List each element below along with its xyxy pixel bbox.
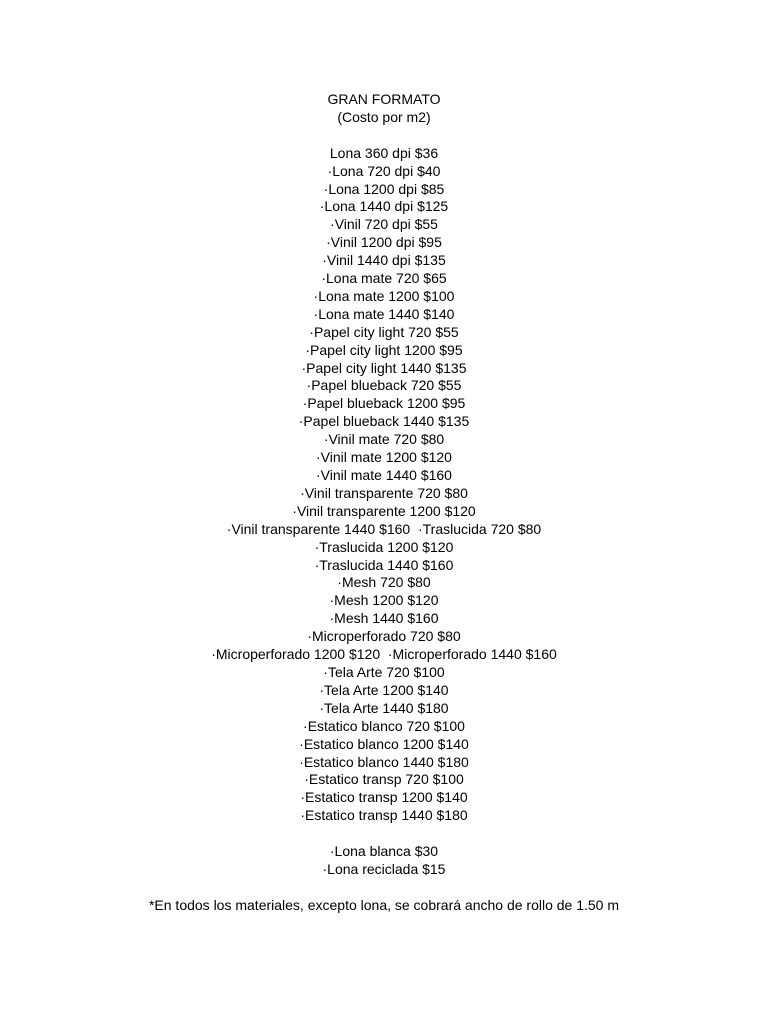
- price-item: ·Lona mate 1440 $140: [313, 305, 455, 322]
- price-item: ·Mesh 1440 $160: [329, 610, 439, 627]
- price-item: ·Vinil mate 1200 $120: [316, 449, 452, 466]
- footnote: *En todos los materiales, excepto lona, se cobrará ancho de rollo de 1.50 m: [148, 896, 620, 913]
- price-item: ·Lona mate 720 $65: [321, 270, 447, 287]
- price-item: ·Vinil mate 1440 $160: [316, 467, 452, 484]
- price-item: ·Estatico blanco 1200 $140: [299, 735, 469, 752]
- price-item: ·Microperforado 720 $80: [307, 628, 461, 645]
- price-item: ·Mesh 1200 $120: [329, 592, 439, 609]
- price-item: ·Papel city light 1440 $135: [301, 359, 467, 376]
- price-item: ·Papel city light 1200 $95: [305, 341, 463, 358]
- price-item: ·Estatico blanco 1440 $180: [299, 753, 469, 770]
- price-item: ·Vinil mate 720 $80: [323, 431, 445, 448]
- price-item: ·Tela Arte 1440 $180: [319, 699, 449, 716]
- price-item: ·Microperforado 1200 $120 ·Microperforado 1440 $160: [211, 646, 557, 663]
- price-item: ·Estatico transp 720 $100: [304, 771, 464, 788]
- price-item: ·Vinil transparente 720 $80: [300, 484, 468, 501]
- price-item: ·Vinil 1200 dpi $95: [326, 234, 442, 251]
- price-item: ·Estatico transp 1200 $140: [300, 789, 468, 806]
- price-item: ·Lona 1200 dpi $85: [323, 180, 445, 197]
- spacer: [0, 879, 768, 897]
- spacer: [0, 127, 768, 145]
- price-item: ·Papel blueback 1200 $95: [302, 395, 466, 412]
- price-item: ·Vinil 720 dpi $55: [330, 216, 438, 233]
- price-item: ·Tela Arte 720 $100: [323, 663, 445, 680]
- price-list: [0, 145, 768, 825]
- price-item: ·Estatico blanco 720 $100: [303, 717, 465, 734]
- spacer: [0, 825, 768, 843]
- price-item: ·Lona 1440 dpi $125: [319, 198, 449, 215]
- price-item: ·Papel city light 720 $55: [309, 323, 459, 340]
- extra-item: ·Lona reciclada $15: [322, 860, 446, 877]
- extra-item: ·Lona blanca $30: [329, 843, 439, 860]
- price-item: ·Vinil transparente 1200 $120: [292, 502, 476, 519]
- price-item: Lona 360 dpi $36: [329, 144, 439, 161]
- price-item: ·Traslucida 1440 $160: [314, 556, 454, 573]
- extra-list: [0, 843, 768, 879]
- price-item: ·Tela Arte 1200 $140: [319, 681, 449, 698]
- document-title: GRAN FORMATO: [327, 91, 441, 107]
- price-item: ·Vinil 1440 dpi $135: [322, 252, 446, 269]
- document-page: [0, 91, 768, 915]
- price-item: ·Lona mate 1200 $100: [313, 287, 455, 304]
- price-item: ·Vinil transparente 1440 $160 ·Traslucida 720 $80: [226, 520, 542, 537]
- price-item: ·Lona 720 dpi $40: [327, 162, 441, 179]
- price-item: ·Traslucida 1200 $120: [314, 538, 454, 555]
- price-item: ·Estatico transp 1440 $180: [300, 807, 468, 824]
- price-item: ·Papel blueback 720 $55: [306, 377, 462, 394]
- document-subtitle: (Costo por m2): [337, 108, 431, 125]
- price-item: ·Mesh 720 $80: [337, 574, 431, 591]
- price-item: ·Papel blueback 1440 $135: [298, 413, 470, 430]
